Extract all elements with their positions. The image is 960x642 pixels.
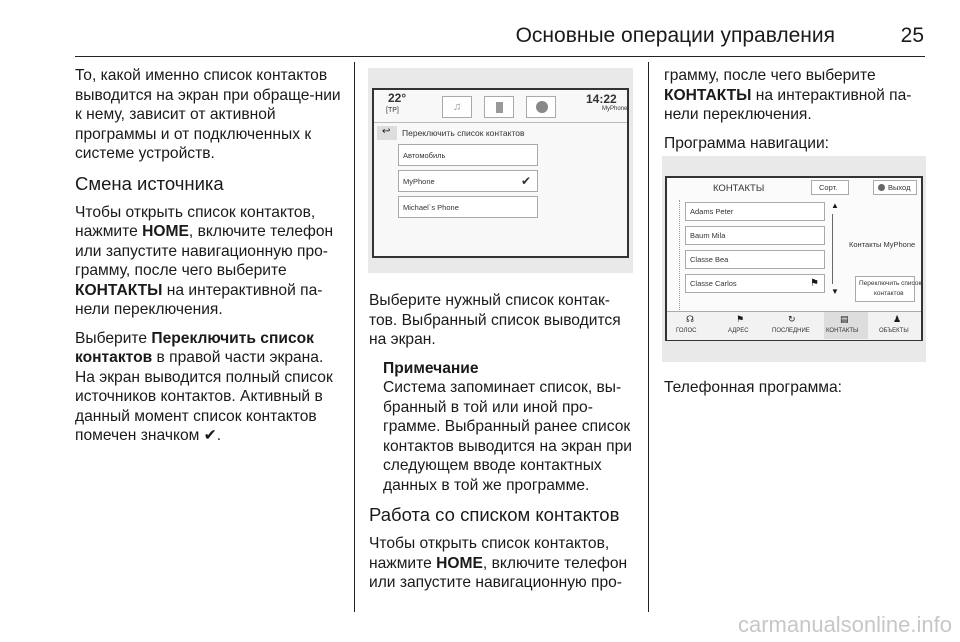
column-3 <box>664 66 930 162</box>
phone-icon <box>496 102 503 113</box>
label-navigation: Программа навигации: <box>664 134 830 152</box>
status-divider <box>374 122 627 123</box>
home-keyword: HOME <box>142 223 189 240</box>
column-2 <box>369 291 635 602</box>
paragraph-open-contacts: Чтобы открыть список контактов, нажмите HOME, включите телефон или запустите навигационную про-грамму, после чего выберите КОНТАКТЫ на интерактивной па-нели переключения. <box>75 203 334 318</box>
home-keyword-2: HOME <box>436 554 483 572</box>
contacts-keyword-2: КОНТАКТЫ <box>664 86 752 104</box>
source-item-myphone[interactable]: MyPhone ✔ <box>398 170 538 192</box>
exit-icon <box>878 184 885 191</box>
note-text: Система запоминает список, вы-бранный в той или иной про-грамме. Выбранный ранее список контактов выводится на экран при следующем вводе контактных данных в той же программе. <box>383 379 632 494</box>
switch-list-button[interactable]: Переключить список контактов <box>855 276 915 302</box>
back-arrow-icon: ↩ <box>382 126 391 137</box>
page-number: 25 <box>900 24 924 47</box>
nav-tab[interactable] <box>526 96 556 118</box>
exit-button[interactable]: Выход <box>873 180 917 195</box>
switch-list-keyword: Переключить список контактов <box>75 329 314 366</box>
tab-objects[interactable]: ♟ ОБЪЕКТЫ <box>879 314 909 334</box>
heading-work-with-list: Работа со списком контактов <box>369 504 620 525</box>
flag-icon: ⚑ <box>810 278 819 289</box>
clock: 14:22 <box>586 92 617 106</box>
voice-icon: ☊ <box>686 314 694 324</box>
label-phone-program: Телефонная программа: <box>664 379 843 396</box>
watermark: carmanualsonline.info <box>737 612 952 637</box>
page-title: Основные операции управления <box>515 24 835 47</box>
infotainment-screen-1 <box>372 88 629 258</box>
contacts-title: КОНТАКТЫ <box>713 183 765 194</box>
page-header <box>0 24 960 58</box>
scrollbar[interactable] <box>830 201 839 296</box>
infotainment-screen-2 <box>665 176 923 341</box>
figure-contacts-nav <box>662 156 926 362</box>
source-label: Контакты MyPhone <box>849 240 916 249</box>
tab-recent[interactable]: ↻ ПОСЛЕДНИЕ <box>772 314 810 334</box>
note-block <box>383 359 635 496</box>
contacts-keyword: КОНТАКТЫ <box>75 281 163 299</box>
tp-indicator: [TP] <box>386 107 399 114</box>
contact-row[interactable]: Classe Bea <box>685 250 825 269</box>
checkmark-icon: ✔ <box>203 427 217 444</box>
scroll-track <box>832 214 833 284</box>
header-rule <box>75 56 925 57</box>
column-divider-2 <box>648 62 649 612</box>
back-button[interactable] <box>377 126 397 140</box>
music-icon: ♫ <box>453 101 462 113</box>
contact-row[interactable]: Baum Mila <box>685 226 825 245</box>
selected-check-icon: ✔ <box>521 174 532 188</box>
paragraph-open-contacts-2: Чтобы открыть список контактов, нажмите HOME, включите телефон или запустите навигационную про- <box>369 535 628 591</box>
contact-row[interactable]: Adams Peter <box>685 202 825 221</box>
source-item-michael[interactable]: Michael`s Phone <box>398 196 538 218</box>
column-divider-1 <box>354 62 355 612</box>
figure-source-list <box>368 68 633 273</box>
paragraph-intro: То, какой именно список контактов выводится на экран при обраще-нии к нему, зависит от активной программы и от подключенных к системе устройств. <box>75 67 341 162</box>
phone-tab[interactable] <box>484 96 514 118</box>
device-name: MyPhone <box>602 106 628 112</box>
contacts-icon: ▤ <box>840 314 849 324</box>
paragraph-switch-list: Выберите Переключить список контактов в правой части экрана. На экран выводится полный список источников контактов. Активный в данный момент список контактов помечен значком ✔. <box>75 329 333 444</box>
sort-button[interactable]: Сорт. <box>811 180 849 195</box>
recent-icon: ↻ <box>788 314 796 324</box>
screen-title: Переключить список контактов <box>402 128 525 138</box>
scroll-down-icon: ▼ <box>831 287 839 296</box>
tab-contacts[interactable]: ▤ КОНТАКТЫ <box>824 312 868 339</box>
alphabet-index[interactable] <box>671 200 680 310</box>
paragraph-continue: грамму, после чего выберите КОНТАКТЫ на интерактивной па-нели переключения. <box>664 67 912 123</box>
tab-bar <box>667 311 921 340</box>
heading-change-source: Смена источника <box>75 172 224 194</box>
flag-icon: ⚑ <box>736 314 745 324</box>
tab-address[interactable]: ⚑ АДРЕС <box>728 314 749 334</box>
scroll-up-icon: ▲ <box>831 201 839 210</box>
contact-row[interactable]: Classe Carlos ⚑ <box>685 274 825 293</box>
column-1 <box>75 66 347 455</box>
music-tab[interactable] <box>442 96 472 118</box>
tab-voice[interactable]: ☊ ГОЛОС <box>676 314 697 334</box>
person-icon: ♟ <box>893 314 902 324</box>
column-3-bottom <box>664 378 930 407</box>
note-title: Примечание <box>383 359 479 377</box>
temperature: 22° <box>388 91 407 105</box>
paragraph-choose-list: Выберите нужный список контак-тов. Выбранный список выводится на экран. <box>369 292 621 348</box>
globe-icon <box>536 101 548 113</box>
source-item-car[interactable]: Автомобиль <box>398 144 538 166</box>
